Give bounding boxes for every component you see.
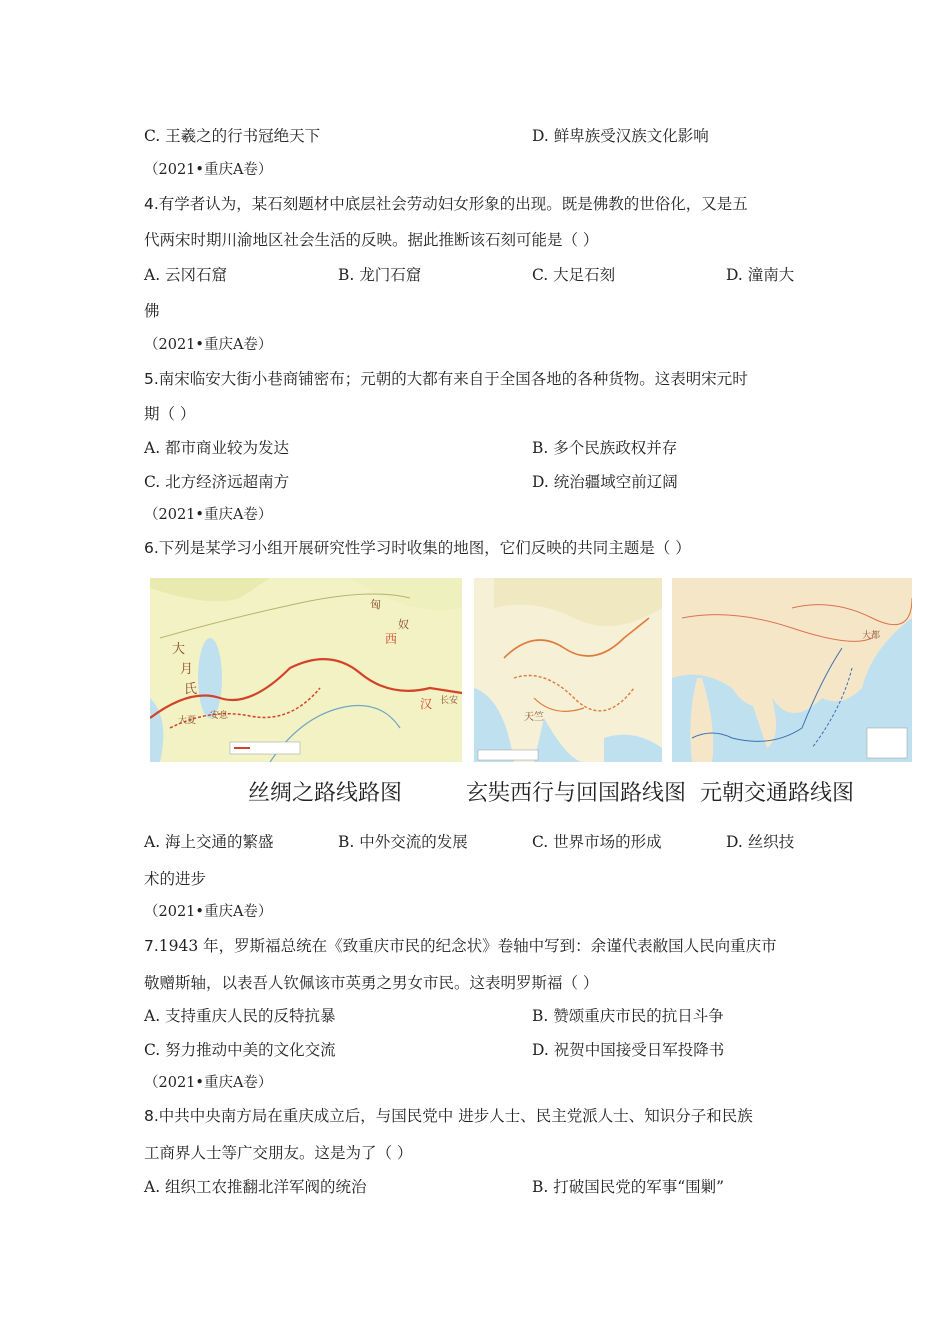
q6-option-c: C. 世界市场的形成 bbox=[532, 833, 662, 851]
q8-stem-line1 bbox=[144, 1106, 753, 1126]
map3-label-dadu: 大都 bbox=[862, 631, 881, 641]
map1-label-shi: 氏 bbox=[184, 682, 198, 697]
q8-stem-text1: 中共中央南方局在重庆成立后，与国民党中 进步人士、民主党派人士、知识分子和民族 bbox=[158, 1107, 753, 1125]
map1-label-han: 汉 bbox=[420, 697, 433, 711]
q8-number: 8. bbox=[144, 1107, 159, 1125]
q8-option-b: B. 打破国民党的军事“围剿” bbox=[532, 1178, 725, 1196]
q6-source: （2021•重庆A卷） bbox=[144, 507, 273, 523]
q7-stem-text1: 1943 年，罗斯福总统在《致重庆市民的纪念状》卷轴中写到：余谨代表敝国人民向重庆市 bbox=[158, 937, 777, 955]
map1-label-xi: 西 bbox=[385, 632, 398, 646]
map1-label-anxi: 安息 bbox=[210, 711, 229, 721]
map3-caption: 元朝交通路线图 bbox=[700, 781, 855, 806]
q5-source: （2021•重庆A卷） bbox=[144, 337, 273, 353]
q5-stem-line2: 期（ ） bbox=[144, 405, 196, 423]
q5-option-d: D. 统治疆域空前辽阔 bbox=[532, 473, 678, 491]
yuan-transport-map bbox=[672, 578, 912, 762]
q6-number: 6. bbox=[144, 539, 159, 557]
q6-option-d: D. 丝织技 bbox=[726, 833, 795, 851]
q4-option-d-cont: 佛 bbox=[144, 302, 160, 320]
q4-option-c: C. 大足石刻 bbox=[532, 266, 616, 284]
q7-number: 7. bbox=[144, 937, 159, 955]
q4-stem-line1 bbox=[144, 194, 748, 214]
q6-option-a: A. 海上交通的繁盛 bbox=[144, 833, 274, 851]
q4-number: 4. bbox=[144, 195, 159, 213]
q6-option-b: B. 中外交流的发展 bbox=[338, 833, 468, 851]
map1-label-da: 大 bbox=[172, 642, 186, 657]
q4-source: （2021•重庆A卷） bbox=[144, 162, 273, 178]
q6-stem-text1: 下列是某学习小组开展研究性学习时收集的地图，它们反映的共同主题是（ ） bbox=[158, 539, 691, 557]
q4-stem-line2: 代两宋时期川渝地区社会生活的反映。据此推断该石刻可能是（ ） bbox=[144, 231, 599, 249]
q8-option-a: A. 组织工农推翻北洋军阀的统治 bbox=[144, 1178, 367, 1196]
q7-option-b: B. 赞颂重庆市民的抗日斗争 bbox=[532, 1007, 724, 1025]
q7-option-d: D. 祝贺中国接受日军投降书 bbox=[532, 1041, 725, 1059]
silk-road-map bbox=[150, 578, 462, 762]
map2-label-tianzhu: 天竺 bbox=[524, 712, 544, 723]
q6-option-d-cont: 术的进步 bbox=[144, 870, 207, 888]
map1-label-changan: 长安 bbox=[440, 696, 459, 706]
q5-option-a: A. 都市商业较为发达 bbox=[144, 439, 290, 457]
q5-stem-line1 bbox=[144, 369, 748, 389]
map1-label-yue: 月 bbox=[180, 662, 194, 677]
q4-stem-text1: 有学者认为，某石刻题材中底层社会劳动妇女形象的出现。既是佛教的世俗化，又是五 bbox=[158, 195, 748, 213]
q8-stem-line2: 工商界人士等广交朋友。这是为了（ ） bbox=[144, 1144, 413, 1162]
q3-option-d: D. 鲜卑族受汉族文化影响 bbox=[532, 127, 709, 145]
q3-option-c: C. 王羲之的行书冠绝天下 bbox=[144, 127, 321, 145]
map1-label-daxia: 大夏 bbox=[178, 716, 197, 726]
map1-label-xiong: 匈 bbox=[370, 598, 381, 611]
q4-option-b: B. 龙门石窟 bbox=[338, 266, 422, 284]
xuanzang-route-map bbox=[474, 578, 662, 762]
map2-caption: 玄奘西行与回国路线图 bbox=[466, 781, 687, 806]
q5-number: 5. bbox=[144, 370, 159, 388]
q8-source: （2021•重庆A卷） bbox=[144, 1075, 273, 1091]
q5-option-b: B. 多个民族政权并存 bbox=[532, 439, 678, 457]
q7-stem-line1 bbox=[144, 936, 777, 956]
q7-stem-line2: 敬赠斯轴，以表吾人钦佩该市英勇之男女市民。这表明罗斯福（ ） bbox=[144, 974, 599, 992]
map1-caption: 丝绸之路线路图 bbox=[248, 781, 403, 806]
q4-option-d: D. 潼南大 bbox=[726, 266, 795, 284]
map1-label-nu: 奴 bbox=[398, 618, 409, 631]
q7-source: （2021•重庆A卷） bbox=[144, 904, 273, 920]
q5-option-c: C. 北方经济远超南方 bbox=[144, 473, 290, 491]
q5-stem-text1: 南宋临安大街小巷商铺密布；元朝的大都有来自于全国各地的各种货物。这表明宋元时 bbox=[158, 370, 748, 388]
q4-option-a: A. 云冈石窟 bbox=[144, 266, 228, 284]
q7-option-a: A. 支持重庆人民的反特抗暴 bbox=[144, 1007, 336, 1025]
q6-stem-line1 bbox=[144, 538, 691, 558]
q7-option-c: C. 努力推动中美的文化交流 bbox=[144, 1041, 336, 1059]
